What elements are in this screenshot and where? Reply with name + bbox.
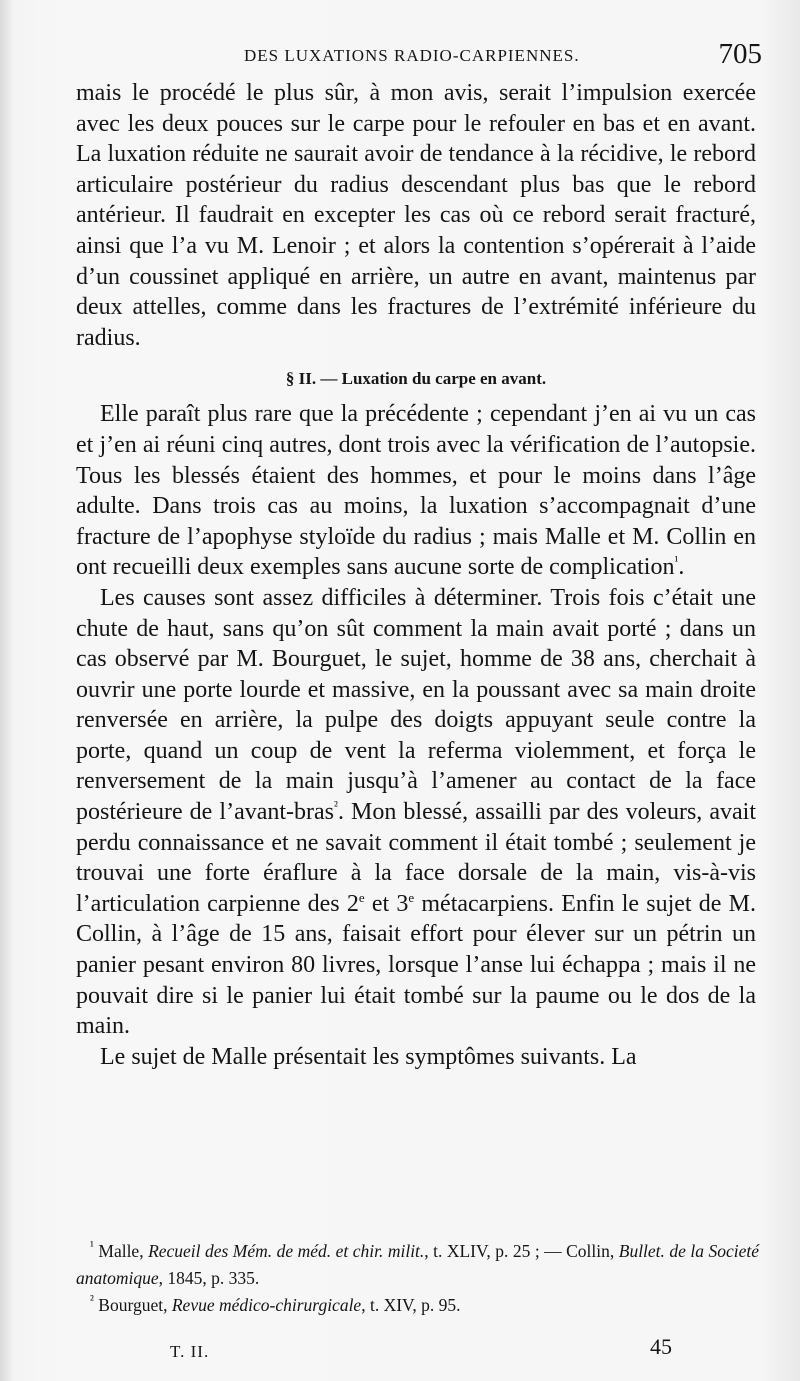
paragraph-4: Le sujet de Malle présentait les symptômes suivants. La (100, 1043, 637, 1070)
footnote-ref-2: ² (334, 798, 338, 814)
footnote-1-end: , 1845, p. 335. (158, 1268, 260, 1288)
footnote-2-title: Revue médico-chirurgicale (171, 1295, 362, 1315)
footnotes (76, 1238, 759, 1319)
body-text (76, 78, 756, 1072)
footnote-1 (76, 1238, 759, 1292)
paragraph-3 (76, 583, 756, 1042)
paragraph-1: mais le procédé le plus sûr, à mon avis, serait l’impulsion exercée avec les deux pouces sur le carpe pour le refouler en bas et en avant. La luxation réduite ne saurait avoir de tendance à la récidive, le rebord articulaire postérieur du radius descendant plus bas que le rebord antérieur. Il faudrait en excepter les cas où ce rebord serait fracturé, ainsi que l’a vu M. Lenoir ; et alors la contention s’opérerait à l’aide d’un coussinet appliqué en arrière, un autre en avant, maintenus par deux attelles, comme dans les fractures de l’extrémité inférieure du radius. (76, 80, 756, 351)
section-heading: § II. — Luxation du carpe en avant. (285, 369, 547, 389)
footnote-1-title: Recueil des Mém. de méd. et chir. milit. (148, 1241, 425, 1261)
ordinal-2-number: 2 (346, 890, 359, 917)
footnote-1-author: Malle, (93, 1241, 149, 1261)
sheet-number: 45 (650, 1334, 672, 1359)
footnote-1-title-2: Bullet. de la Societé anatomique (76, 1241, 759, 1288)
paragraph-2-end: . (678, 554, 685, 581)
ordinal-3-suffix: e (408, 889, 415, 905)
conjunction: et (364, 890, 397, 917)
page-number: 705 (718, 38, 762, 70)
paragraph-3-text-a: Les causes sont assez difficiles à déterminer. Trois fois c’était une chute de haut, sans qu’on sût comment la main avait porté ; dans un cas observé par M. Bourguet, le sujet, homme de 38 ans, cherchait à ouvrir une porte lourde et massive, en la poussant avec sa main droite renversée en arrière, la pulpe des doigts appuyant seule contre la porte, quand un coup de vent la referma violemment, et força le renversement de la main jusqu’à l’amener au contact de la face postérieure de l’avant-bras (76, 584, 756, 826)
signature-mark: T. II. (170, 1342, 210, 1361)
paragraph-2 (76, 399, 756, 583)
ordinal-3-number: 3 (396, 890, 409, 917)
footnote-2 (76, 1292, 759, 1319)
footnote-2-end: , t. XIV, p. 95. (361, 1295, 461, 1315)
ordinal-2-suffix: e (358, 889, 365, 905)
footnote-ref-1: ¹ (674, 553, 679, 569)
footnote-1-marker: ¹ (90, 1238, 94, 1254)
footnote-2-author: Bourguet, (93, 1295, 172, 1315)
paragraph-3-text-c: métacarpiens. Enfin le sujet de M. Collin, à l’âge de 15 ans, faisait effort pour élever sur un pétrin un panier pesant environ 80 livres, lorsque l’anse lui échappa ; mais il ne pouvait dire si le panier lui était tombé sur la paume ou le dos de la main. (76, 890, 757, 1040)
footnote-1-rest: , t. XLIV, p. 25 ; — Collin, (424, 1241, 619, 1261)
running-title: DES LUXATIONS RADIO-CARPIENNES. (244, 46, 580, 65)
running-head (76, 40, 762, 76)
paragraph-3-text-b: . Mon blessé, assailli par des voleurs, avait perdu connaissance et ne savait comment il était tombé ; seulement je trouvai une forte éraflure à la face dorsale de la main, vis-à-vis l’articulation carpienne des (76, 799, 757, 917)
footnote-2-marker: ² (90, 1292, 94, 1308)
paragraph-2-text: Elle paraît plus rare que la précédente ; cependant j’en ai vu un cas et j’en ai réuni cinq autres, dont trois avec la vérification de l’autopsie. Tous les blessés étaient des hommes, et pour le moins dans l’âge adulte. Dans trois cas au moins, la luxation s’accompagnait d’une fracture de l’apophyse styloïde du radius ; mais Malle et M. Collin en ont recueilli deux exemples sans aucune sorte de complication (76, 401, 756, 581)
